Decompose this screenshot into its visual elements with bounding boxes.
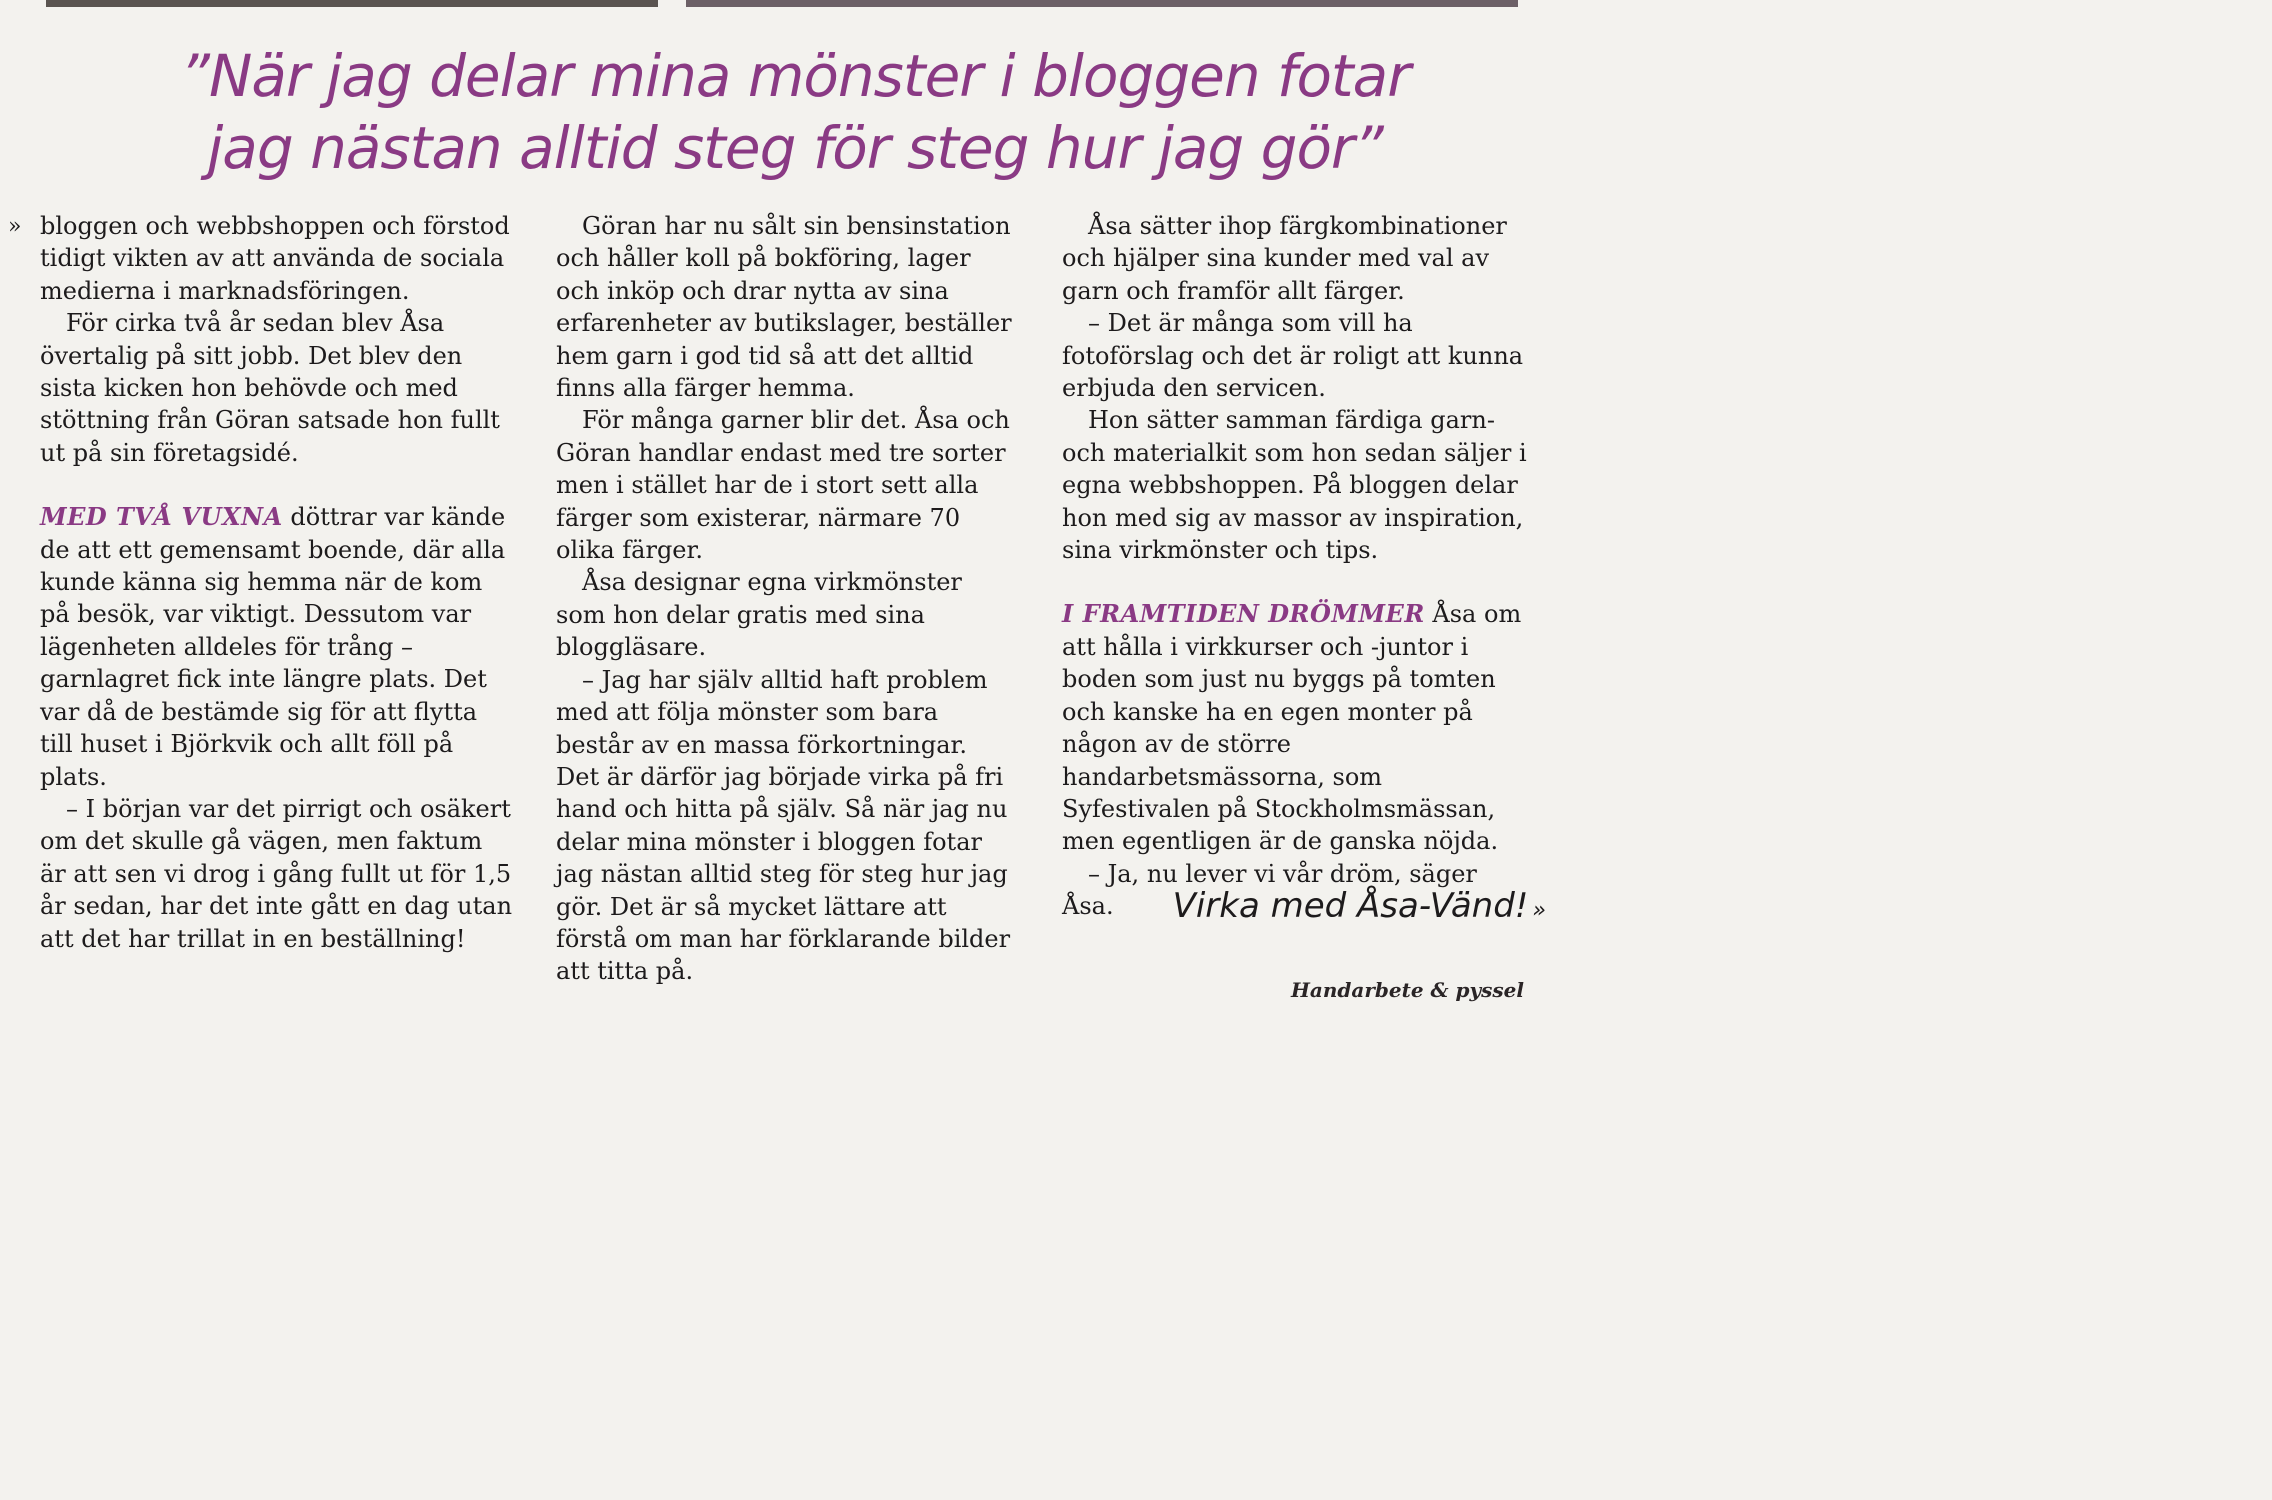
pull-quote-line-2: jag nästan alltid steg för steg hur jag gör” bbox=[207, 114, 1383, 182]
paragraph: – Ja, nu lever vi vår dröm, säger Åsa. bbox=[1062, 859, 1477, 921]
article-column-1 bbox=[40, 210, 515, 955]
paragraph bbox=[40, 501, 515, 793]
paragraph: bloggen och webbshoppen och förstod tidigt vikten av att använda de sociala medierna i marknadsföringen. bbox=[40, 212, 510, 305]
paragraph: Hon sätter samman färdiga garn- och materialkit som hon sedan säljer i egna webbshoppen. På bloggen delar hon med sig av massor av inspiration, sina virkmönster och tips. bbox=[1062, 406, 1527, 565]
section-lead-in: MED TVÅ VUXNA bbox=[40, 502, 283, 532]
paragraph: Göran har nu sålt sin bensinstation och håller koll på bokföring, lager och inköp och drar nytta av sina erfarenheter av butikslager, beställer hem garn i god tid så att det alltid finns alla färger hemma. bbox=[556, 212, 1012, 403]
paragraph: – Jag har själv alltid haft problem med att följa mönster som bara består av en massa förkortningar. Det är därför jag började virka på fri hand och hitta på själv. Så när jag nu delar mina mönster i bloggen fotar jag nästan alltid steg för steg hur jag gör. Det är så mycket lättare att förstå om man har förklarande bilder att titta på. bbox=[556, 665, 1011, 986]
top-photo-strip-left bbox=[46, 0, 658, 7]
section-lead-in: I FRAMTIDEN DRÖMMER bbox=[1062, 599, 1425, 629]
signoff-arrow-icon: » bbox=[1532, 898, 1546, 923]
top-photo-strip-right bbox=[686, 0, 1518, 7]
paragraph: Åsa designar egna virkmönster som hon delar gratis med sina bloggläsare. bbox=[556, 568, 962, 662]
article-column-2 bbox=[556, 210, 1016, 988]
signoff-text: Virka med Åsa-Vänd! bbox=[1172, 886, 1529, 926]
paragraph: För cirka två år sedan blev Åsa övertalig på sitt jobb. Det blev den sista kicken hon behövde och med stöttning från Göran satsade hon fullt ut på sin företagsidé. bbox=[40, 309, 500, 467]
paragraph-text: Åsa om att hålla i virkkurser och -juntor i boden som just nu byggs på tomten och kanske ha en egen monter på någon av de större handarbetsmässorna, som Syfestivalen på Stockholmsmässan, men egentligen är de ganska nöjda. bbox=[1062, 600, 1522, 856]
magazine-footer: Handarbete & pyssel bbox=[1291, 978, 1524, 1002]
article-column-3 bbox=[1062, 210, 1532, 923]
continued-marker: » bbox=[8, 214, 22, 239]
signoff bbox=[1173, 886, 1546, 926]
paragraph: – I början var det pirrigt och osäkert om det skulle gå vägen, men faktum är att sen vi drog i gång fullt ut för 1,5 år sedan, har det inte gått en dag utan att det har trillat in en beställning! bbox=[40, 794, 513, 953]
paragraph: Åsa sätter ihop färgkombinationer och hjälper sina kunder med val av garn och framför allt färger. bbox=[1062, 212, 1507, 305]
pull-quote-line-1: ”När jag delar mina mönster i bloggen fotar bbox=[179, 42, 1411, 110]
paragraph bbox=[1062, 598, 1532, 857]
pull-quote bbox=[150, 40, 1440, 184]
paragraph: För många garner blir det. Åsa och Göran handlar endast med tre sorter men i stället har de i stort sett alla färger som existerar, närmare 70 olika färger. bbox=[556, 406, 1010, 565]
paragraph: – Det är många som vill ha fotoförslag och det är roligt att kunna erbjuda den servicen. bbox=[1062, 309, 1524, 403]
paragraph-text: döttrar var kände de att ett gemensamt boende, där alla kunde känna sig hemma när de kom på besök, var viktigt. Dessutom var lägenheten alldeles för trång – garnlagret fick inte längre plats. Det var då de bestämde sig för att flytta till huset i Björkvik och allt föll på plats. bbox=[40, 503, 506, 791]
